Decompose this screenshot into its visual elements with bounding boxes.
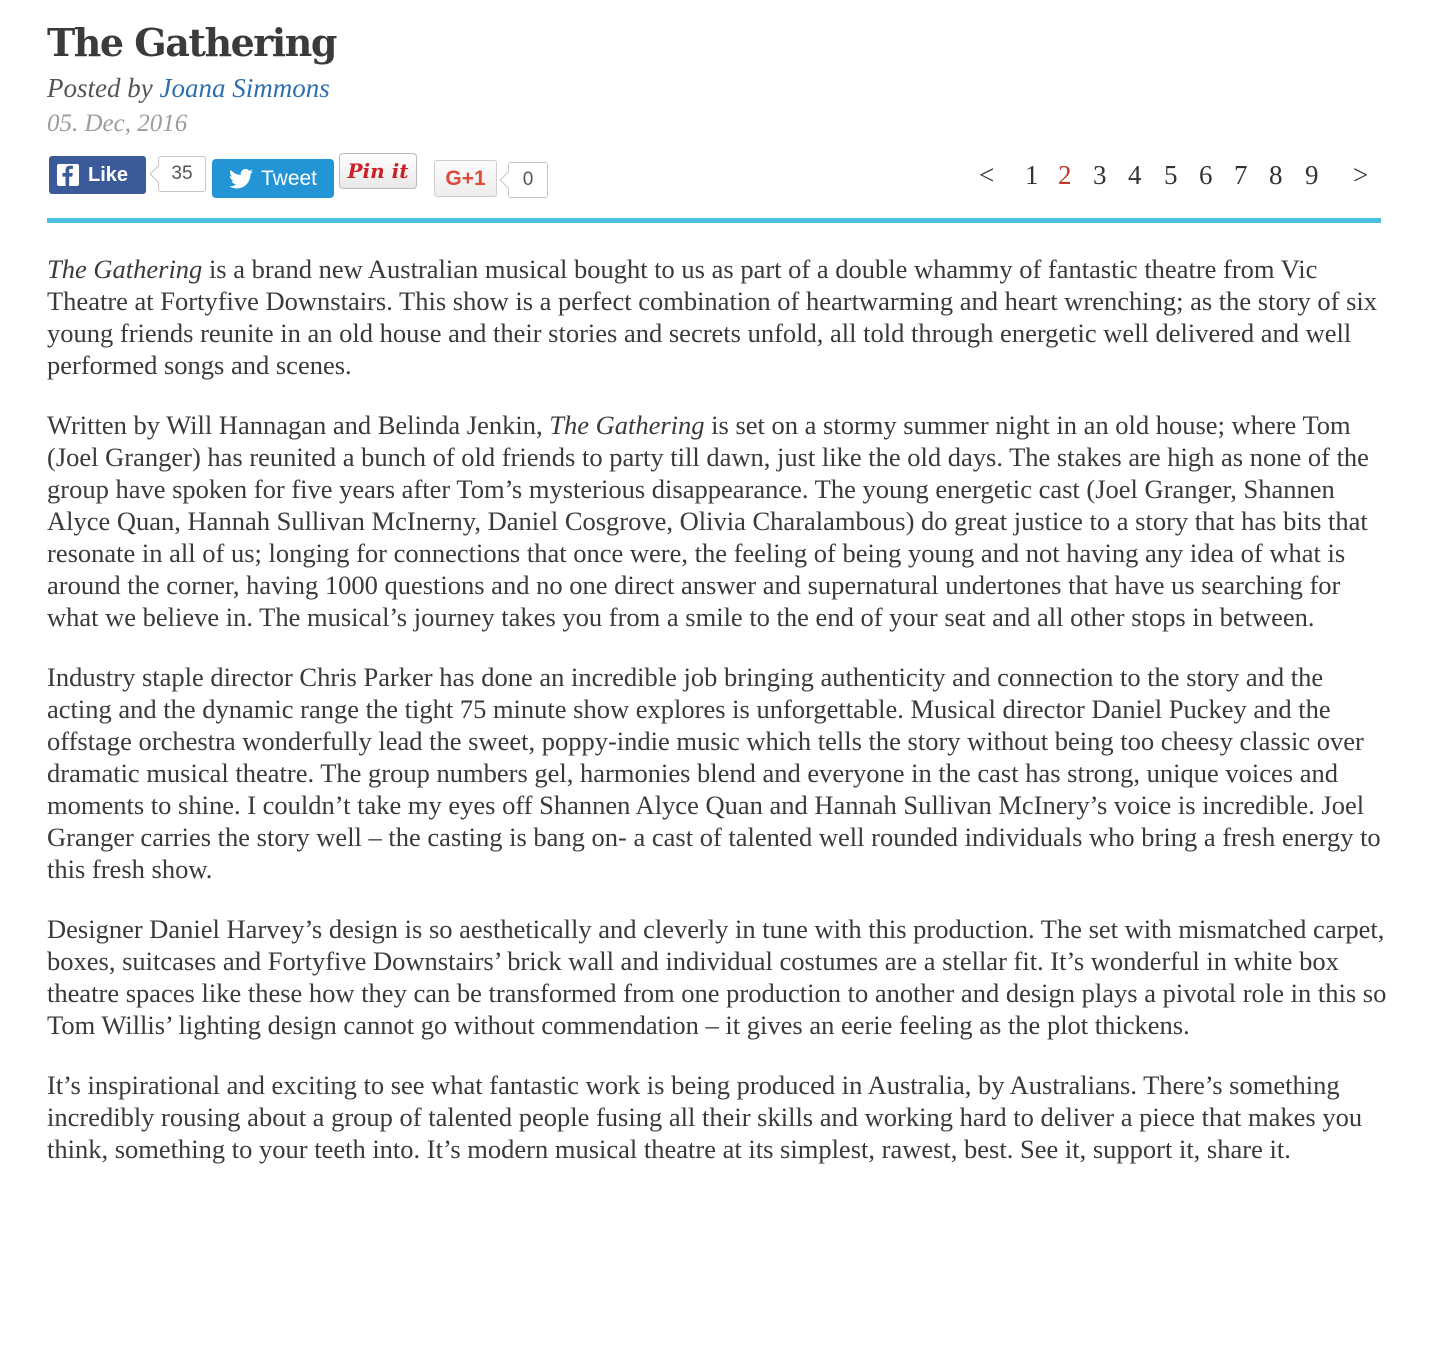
page-link-7[interactable]: 7 [1234, 160, 1248, 190]
facebook-f-glyph [57, 164, 79, 186]
article-title: The Gathering [47, 20, 336, 65]
tweet-label: Tweet [260, 166, 318, 190]
paragraph-4: Designer Daniel Harvey’s design is so aesthetically and cleverly in tune with this production. The set with mismatched carpet, boxes, suitcases and Fortyfive Downstairs’ brick wall and individual costumes are a stellar fit. It’s wonderful in white box theatre spaces like these how they can be transformed from one production to another and design plays a pivotal role in this so Tom Willis’ lighting design cannot go without commendation – it gives an eerie feeling as the plot thickens. [47, 914, 1387, 1040]
google-plus-button[interactable] [434, 160, 497, 197]
tweet-button[interactable] [212, 159, 334, 198]
posted-by-label: Posted by [47, 73, 153, 103]
paragraph-1-text: is a brand new Australian musical bought to us as part of a double whammy of fantastic theatre from Vic Theatre at Fortyfive Downstairs. This show is a perfect combination of heartwarming and heart wrenching; as the story of six young friends reunite in an old house and their stories and secrets unfold, all told through energetic well delivered and well performed songs and scenes. [47, 254, 1378, 380]
page-link-8[interactable]: 8 [1269, 160, 1283, 190]
show-title-italic: The Gathering [549, 410, 705, 440]
paragraph-1 [47, 253, 1392, 381]
page-link-4[interactable]: 4 [1128, 160, 1142, 190]
paragraph-5: It’s inspirational and exciting to see what fantastic work is being produced in Australia, by Australians. There’s something incredibly rousing about a group of talented people fusing all their skills and working hard to deliver a piece that makes you think, something to your teeth into. It’s modern musical theatre at its simplest, rawest, best. See it, support it, share it. [47, 1070, 1363, 1164]
google-plus-label: G+1 [445, 166, 486, 190]
facebook-like-button[interactable] [49, 156, 146, 194]
page-link-2-current[interactable]: 2 [1058, 160, 1072, 190]
prev-page-arrow[interactable]: < [979, 160, 995, 190]
post-date: 05. Dec, 2016 [47, 110, 188, 137]
paragraph-2-text: is set on a stormy summer night in an old house; where Tom (Joel Granger) has reunited a bunch of old friends to party till dawn, just like the old days. The stakes are high as none of the group have spoken for five years after Tom’s mysterious disappearance. The young energetic cast (Joel Granger, Shannen Alyce Quan, Hannah Sullivan McInerny, Daniel Cosgrove, Olivia Charalambous) do great justice to a story that has bits that resonate in all of us; longing for connections that once were, the feeling of being young and not having any idea of what is around the corner, having 1000 questions and no one direct answer and supernatural undertones that have us searching for what we believe in. The musical’s journey takes you from a smile to the end of your seat and all other stops in between. [47, 410, 1369, 632]
author-link[interactable]: Joana Simmons [159, 73, 330, 103]
page-link-1[interactable]: 1 [1025, 160, 1039, 190]
next-page-arrow[interactable]: > [1353, 160, 1369, 190]
page-link-6[interactable]: 6 [1199, 160, 1213, 190]
page-link-5[interactable]: 5 [1164, 160, 1178, 190]
byline [47, 70, 330, 106]
twitter-bird-icon [229, 169, 253, 189]
paragraph-3: Industry staple director Chris Parker has done an incredible job bringing authenticity and connection to the story and the acting and the dynamic range the tight 75 minute show explores is unforgettable. Musical director Daniel Puckey and the offstage orchestra wonderfully lead the sweet, poppy-indie music which tells the story without being too cheesy classic over dramatic musical theatre. The group numbers gel, harmonies blend and everyone in the cast has strong, unique voices and moments to shine. I couldn’t take my eyes off Shannen Alyce Quan and Hannah Sullivan McInery’s voice is incredible. Joel Granger carries the story well – the casting is bang on- a cast of talented well rounded individuals who bring a fresh energy to this fresh show. [47, 662, 1381, 884]
google-plus-count: 0 [508, 162, 548, 198]
facebook-like-label: Like [88, 163, 129, 186]
show-title-italic: The Gathering [47, 254, 203, 284]
header-divider [47, 218, 1381, 223]
pinterest-label: Pin it [347, 159, 409, 183]
facebook-like-count: 35 [158, 156, 206, 192]
facebook-icon [57, 164, 79, 186]
article-body [47, 253, 1392, 1193]
pinterest-pin-button[interactable] [339, 153, 417, 189]
page-link-3[interactable]: 3 [1093, 160, 1107, 190]
page-link-9[interactable]: 9 [1305, 160, 1319, 190]
paragraph-2 [47, 409, 1392, 633]
paragraph-2-lead: Written by Will Hannagan and Belinda Jenkin, [47, 410, 550, 440]
